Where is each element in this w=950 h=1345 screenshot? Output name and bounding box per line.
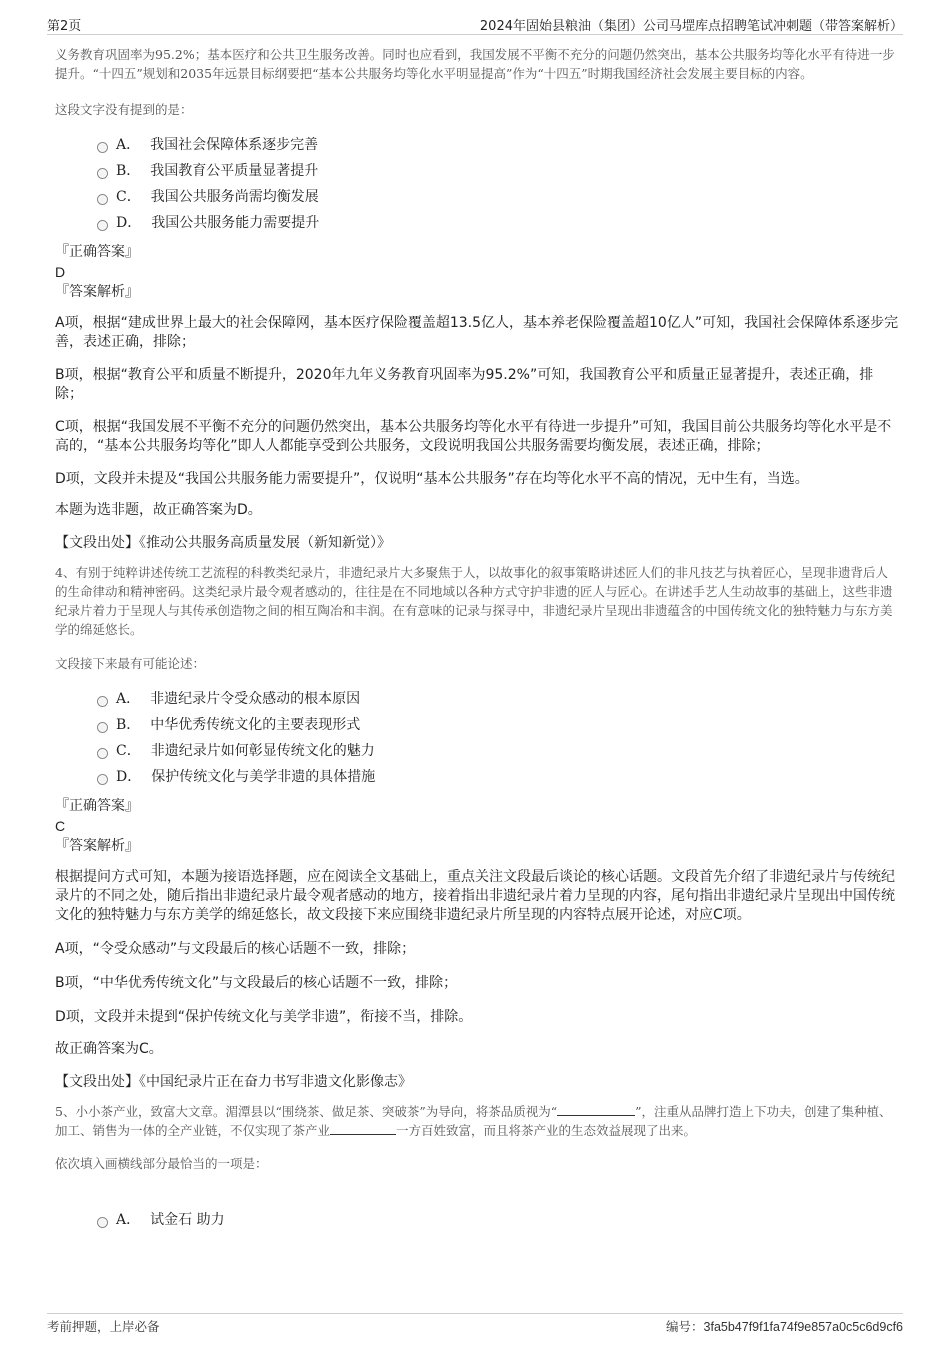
q3-conclusion: 本题为选非题，故正确答案为D。 — [55, 502, 262, 518]
code-label: 编号： — [666, 1319, 704, 1334]
option-text: 试金石 助力 — [150, 1212, 225, 1228]
page-header — [47, 12, 903, 35]
q4-analysis-d: D项，文段并未提到“保护传统文化与美学非遗”，衔接不当，排除。 — [55, 1009, 473, 1025]
q5-passage-part3: 一方百姓致富，而且将茶产业的生态效益展现了出来。 — [396, 1123, 697, 1138]
q4-option-d[interactable] — [97, 764, 900, 790]
radio-icon[interactable] — [97, 142, 108, 153]
q3-answer: D — [55, 264, 66, 280]
option-text: 我国公共服务能力需要提升 — [151, 215, 320, 231]
q3-question: 这段文字没有提到的是： — [55, 102, 193, 117]
q4-question: 文段接下来最有可能论述： — [55, 656, 206, 671]
option-text: 我国社会保障体系逐步完善 — [150, 137, 319, 153]
q3-analysis-d: D项，文段并未提及“我国公共服务能力需要提升”，仅说明“基本公共服务”存在均等化水平不高的情况，无中生有，当选。 — [55, 471, 809, 487]
q3-option-b[interactable] — [97, 158, 900, 184]
q4-source: 【文段出处】《中国纪录片正在奋力书写非遗文化影像志》 — [55, 1074, 412, 1090]
radio-icon[interactable] — [97, 696, 108, 707]
q4-options — [55, 686, 900, 790]
q3-answer-label: 『正确答案』 — [55, 244, 139, 260]
q5-options — [55, 1207, 900, 1233]
radio-icon[interactable] — [97, 194, 108, 205]
option-letter: D． — [116, 769, 142, 785]
radio-icon[interactable] — [97, 774, 108, 785]
radio-icon[interactable] — [97, 748, 108, 759]
q4-conclusion: 故正确答案为C。 — [55, 1041, 163, 1057]
q3-option-a[interactable] — [97, 132, 900, 158]
option-text: 保护传统文化与美学非遗的具体措施 — [151, 769, 376, 785]
radio-icon[interactable] — [97, 168, 108, 179]
option-letter: A． — [116, 1212, 141, 1228]
fill-blank-2[interactable] — [330, 1122, 396, 1135]
q3-analysis-a: A项，根据“建成世界上最大的社会保障网，基本医疗保险覆盖超13.5亿人，基本养老保险覆盖超10亿人”可知，我国社会保障体系逐步完善，表述正确，排除； — [55, 315, 899, 350]
q4-option-b[interactable] — [97, 712, 900, 738]
q5-passage — [55, 1102, 900, 1140]
q3-options — [55, 132, 900, 236]
document-title: 2024年固始县粮油（集团）公司马堽库点招聘笔试冲刺题（带答案解析） — [479, 19, 903, 34]
q4-analysis-label: 『答案解析』 — [55, 838, 139, 854]
q4-analysis-b: B项，“中华优秀传统文化”与文段最后的核心话题不一致，排除； — [55, 975, 458, 991]
q3-analysis-b: B项，根据“教育公平和质量不断提升，2020年九年义务教育巩固率为95.2%”可知，我国教育公平和质量正显著提升，表述正确，排除； — [55, 367, 874, 402]
q3-option-d[interactable] — [97, 210, 900, 236]
option-letter: A． — [116, 691, 141, 707]
option-letter: A． — [116, 137, 141, 153]
option-letter: C． — [116, 189, 141, 205]
option-letter: D． — [116, 215, 142, 231]
footer-slogan: 考前押题，上岸必备 — [47, 1319, 160, 1334]
q5-passage-part2: ”，注重从品牌打造上下功夫，创建了集种植、加工、销售为一体的全产业链，不仅实现了茶产业 — [55, 1104, 892, 1138]
document-body — [55, 45, 900, 1233]
option-text: 非遗纪录片令受众感动的根本原因 — [150, 691, 361, 707]
q4-option-c[interactable] — [97, 738, 900, 764]
q4-analysis-a: A项，“令受众感动”与文段最后的核心话题不一致，排除； — [55, 941, 416, 957]
radio-icon[interactable] — [97, 220, 108, 231]
option-letter: B． — [116, 163, 141, 179]
q4-analysis-main: 根据提问方式可知，本题为接语选择题，应在阅读全文基础上，重点关注文段最后谈论的核心话题。文段首先介绍了非遗纪录片与传统纪录片的不同之处，随后指出非遗纪录片最令观者感动的地方，接着指出非遗纪录片着力呈现的内容，尾句指出非遗纪录片呈现出中国传统文化的独特魅力与东方美学的绵延悠长，故文段接下来应围绕非遗纪录片所呈现的内容特点展开论述，对应C项。 — [55, 869, 895, 923]
radio-icon[interactable] — [97, 722, 108, 733]
q5-question: 依次填入画横线部分最恰当的一项是： — [55, 1156, 268, 1171]
page-number: 第2页 — [47, 19, 82, 34]
option-text: 我国教育公平质量显著提升 — [150, 163, 319, 179]
radio-icon[interactable] — [97, 1217, 108, 1228]
fill-blank-1[interactable] — [557, 1103, 635, 1116]
option-letter: C． — [116, 743, 141, 759]
q3-passage: 义务教育巩固率为95.2%；基本医疗和公共卫生服务改善。同时也应看到，我国发展不平衡不充分的问题仍然突出，基本公共服务均等化水平有待进一步提升。“十四五”规划和2035年远景目标纲要把“基本公共服务均等化水平明显提高”作为“十四五”时期我国经济社会发展主要目标的内容。 — [55, 47, 895, 81]
q4-answer: C — [55, 818, 66, 834]
option-text: 中华优秀传统文化的主要表现形式 — [150, 717, 361, 733]
page-footer — [47, 1313, 903, 1336]
document-code — [666, 1317, 903, 1335]
q3-option-c[interactable] — [97, 184, 900, 210]
q3-analysis-c: C项，根据“我国发展不平衡不充分的问题仍然突出，基本公共服务均等化水平有待进一步提升”可知，我国目前公共服务均等化水平是不高的，“基本公共服务均等化”即人人都能享受到公共服务，文段说明我国公共服务需要均衡发展，表述正确，排除； — [55, 419, 892, 454]
q4-answer-label: 『正确答案』 — [55, 798, 139, 814]
q3-source: 【文段出处】《推动公共服务高质量发展（新知新觉）》 — [55, 535, 391, 551]
q5-option-a[interactable] — [97, 1207, 900, 1233]
option-text: 我国公共服务尚需均衡发展 — [150, 189, 319, 205]
code-value: 3fa5b47f9f1fa74f9e857a0c5c6d9cf6 — [703, 1320, 903, 1334]
option-text: 非遗纪录片如何彰显传统文化的魅力 — [150, 743, 375, 759]
q5-passage-part1: 5、小小茶产业，致富大文章。湄潭县以“围绕茶、做足茶、突破茶”为导向，将茶品质视为“ — [55, 1104, 558, 1119]
q3-analysis-label: 『答案解析』 — [55, 284, 139, 300]
q4-option-a[interactable] — [97, 686, 900, 712]
option-letter: B． — [116, 717, 141, 733]
q4-passage: 4、有别于纯粹讲述传统工艺流程的科教类纪录片，非遗纪录片大多聚焦于人，以故事化的叙事策略讲述匠人们的非凡技艺与执着匠心，呈现非遗背后人的生命律动和精神密码。这类纪录片最令观者感动的，往往是在不同地域以各种方式守护非遗的匠人与匠心。在讲述手艺人生动故事的基础上，这些非遗纪录片着力于呈现人与其传承创造物之间的相互陶冶和丰润。在有意味的记录与探寻中，非遗纪录片呈现出非遗蕴含的中国传统文化的独特魅力与东方美学的绵延悠长。 — [55, 565, 893, 637]
